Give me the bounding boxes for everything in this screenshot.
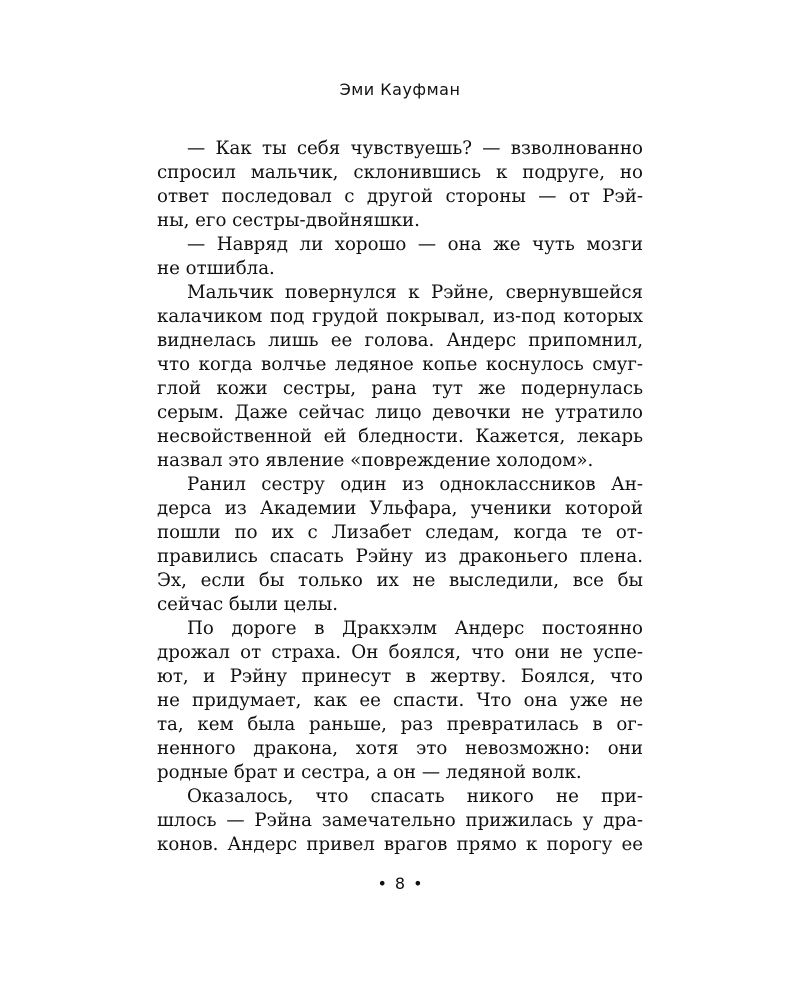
text-line: несвойственной ей бледности. Кажется, лекарь xyxy=(157,426,643,447)
text-line: ответ последовал с другой стороны — от Рэй- xyxy=(157,186,643,207)
text-line: Оказалось, что спасать никого не при- xyxy=(187,786,643,807)
body-text xyxy=(157,137,643,857)
paragraph xyxy=(157,473,643,617)
page-number-footer xyxy=(0,874,800,893)
bullet-ornament-left: • xyxy=(377,874,387,893)
text-line: спросил мальчик, склонившись к подруге, но xyxy=(157,162,643,183)
text-line: ют, и Рэйну принесут в жертву. Боялся, что xyxy=(157,666,643,687)
text-line: Эх, если бы только их не выследили, все бы xyxy=(157,570,643,591)
text-line: сейчас были целы. xyxy=(157,594,339,615)
text-line: дрожал от страха. Он боялся, что они не успе- xyxy=(157,642,643,663)
text-line: глой кожи сестры, рана тут же подернулась xyxy=(157,378,643,399)
text-line: дерса из Академии Ульфара, ученики которой xyxy=(157,498,643,519)
running-head-author: Эми Кауфман xyxy=(339,80,461,99)
text-line: пошли по их с Лизабет следам, когда те от- xyxy=(157,522,643,543)
text-line: виднелась лишь ее голова. Андерс припомнил, xyxy=(157,330,643,351)
text-line: — Навряд ли хорошо — она же чуть мозги xyxy=(187,234,643,255)
text-line: серым. Даже сейчас лицо девочки не утратило xyxy=(157,402,643,423)
page-number: 8 xyxy=(394,874,406,893)
text-line: назвал это явление «повреждение холодом». xyxy=(157,450,594,471)
text-line: что когда волчье ледяное копье коснулось смуг- xyxy=(157,354,643,375)
bullet-ornament-right: • xyxy=(413,874,423,893)
text-line: калачиком под грудой покрывал, из-под которых xyxy=(157,306,643,327)
paragraph xyxy=(157,233,643,281)
text-line: Ранил сестру один из одноклассников Ан- xyxy=(187,474,643,495)
text-line: По дороге в Дракхэлм Андерс постоянно xyxy=(187,618,643,639)
paragraph xyxy=(157,785,643,857)
text-line: ны, его сестры-двойняшки. xyxy=(157,210,420,231)
paragraph xyxy=(157,137,643,233)
text-line: не отшибла. xyxy=(157,258,275,279)
text-line: та, кем была раньше, раз превратилась в ог- xyxy=(157,714,643,735)
paragraph xyxy=(157,281,643,473)
text-line: конов. Андерс привел врагов прямо к порогу ее xyxy=(157,834,643,855)
text-line: — Как ты себя чувствуешь? — взволнованно xyxy=(187,138,643,159)
text-line: родные брат и сестра, а он — ледяной волк. xyxy=(157,762,582,783)
text-line: не придумает, как ее спасти. Что она уже не xyxy=(157,690,643,711)
text-line: ненного дракона, хотя это невозможно: они xyxy=(157,738,643,759)
text-line: шлось — Рэйна замечательно прижилась у дра- xyxy=(157,810,643,831)
text-line: Мальчик повернулся к Рэйне, свернувшейся xyxy=(187,282,643,303)
paragraph xyxy=(157,617,643,785)
text-line: правились спасать Рэйну из драконьего плена. xyxy=(157,546,643,567)
